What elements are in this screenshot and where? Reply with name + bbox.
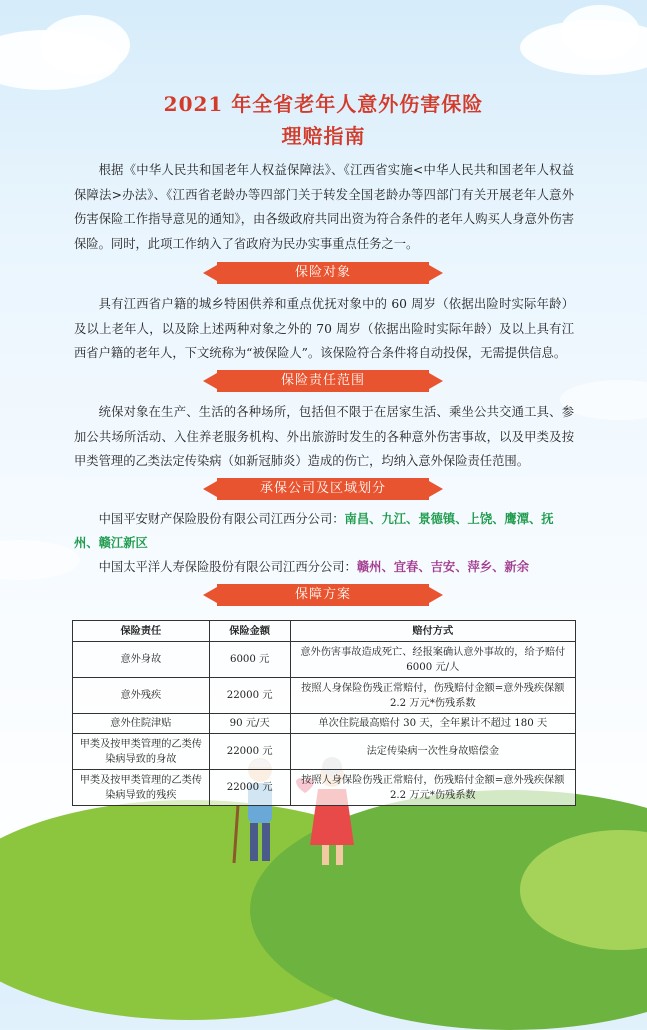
column-header: 赔付方式 xyxy=(290,621,575,642)
table-row xyxy=(73,642,576,678)
woman-legs xyxy=(336,845,343,865)
table-cell: 按照人身保险伤残正常赔付，伤残赔付金额=意外残疾保额 2.2 万元*伤残系数 xyxy=(290,770,575,806)
man-legs xyxy=(250,823,258,861)
section-heading-insurers: 承保公司及区域划分 xyxy=(217,478,429,500)
insurer-pingan-regions: 南昌、九江、景德镇、上饶、鹰潭、抚 xyxy=(344,511,554,526)
plan-table xyxy=(72,620,576,806)
section-heading-scope: 保险责任范围 xyxy=(217,370,429,392)
table-row xyxy=(73,714,576,734)
insurer-cpic-name: 中国太平洋人寿保险股份有限公司江西分公司： xyxy=(98,560,357,574)
table-cell: 22000 元 xyxy=(209,770,290,806)
scope-paragraph xyxy=(74,400,574,474)
table-cell: 意外住院津贴 xyxy=(73,714,210,734)
table-cell: 6000 元 xyxy=(209,642,290,678)
section-heading-insured: 保险对象 xyxy=(217,262,429,284)
table-cell: 单次住院最高赔付 30 天，全年累计不超过 180 天 xyxy=(290,714,575,734)
man-legs xyxy=(262,823,270,861)
table-cell: 法定传染病一次性身故赔偿金 xyxy=(290,734,575,770)
table-cell: 甲类及按甲类管理的乙类传染病导致的身故 xyxy=(73,734,210,770)
table-header-row xyxy=(73,621,576,642)
table-cell: 22000 元 xyxy=(209,678,290,714)
cloud-decoration xyxy=(40,15,130,75)
insurer-cpic-regions: 赣州、宜春、吉安、萍乡、新余 xyxy=(356,559,530,574)
table-cell: 22000 元 xyxy=(209,734,290,770)
table-row xyxy=(73,734,576,770)
table-cell: 意外身故 xyxy=(73,642,210,678)
column-header: 保险责任 xyxy=(73,621,210,642)
table-cell: 意外伤害事故造成死亡、经报案确认意外事故的，给予赔付 6000 元/人 xyxy=(290,642,575,678)
page-subtitle: 理赔指南 xyxy=(281,124,366,148)
insured-text: 具有江西省户籍的城乡特困供养和重点优抚对象中的 60 周岁（依据出险时实际年龄）及以上老年人，以及除上述两种对象之外的 70 周岁（依据出险时实际年龄）及以上具有江西省户籍的老年人，下文统称为“被保险人”。该保险符合条件将自动投保，无需提供信息。 xyxy=(74,297,574,360)
insurer-cpic xyxy=(74,555,574,579)
table-cell: 意外残疾 xyxy=(73,678,210,714)
table-cell: 90 元/天 xyxy=(209,714,290,734)
insured-paragraph xyxy=(74,292,574,366)
table-row xyxy=(73,678,576,714)
insurer-pingan-cont xyxy=(74,531,574,555)
page-title: 2021 年全省老年人意外伤害保险 xyxy=(163,92,484,116)
table-cell: 按照人身保险伤残正常赔付，伤残赔付金额=意外残疾保额 2.2 万元*伤残系数 xyxy=(290,678,575,714)
column-header: 保险金额 xyxy=(209,621,290,642)
cloud-decoration xyxy=(560,5,640,60)
table-row xyxy=(73,770,576,806)
scope-text: 统保对象在生产、生活的各种场所，包括但不限于在居家生活、乘坐公共交通工具、参加公共场所活动、入住养老服务机构、外出旅游时发生的各种意外伤害事故，以及甲类及按甲类管理的乙类法定传染病（如新冠肺炎）造成的伤亡，均纳入意外保险责任范围。 xyxy=(74,405,574,468)
insurer-pingan xyxy=(74,507,574,531)
intro-text: 根据《中华人民共和国老年人权益保障法》、《江西省实施<中华人民共和国老年人权益保障法>办法》、《江西省老龄办等四部门关于转发全国老龄办等四部门有关开展老年人意外伤害保险工作指导意见的通知》，由各级政府共同出资为符合条件的老年人购买人身意外伤害保险。同时，此项工作纳入了省政府为民办实事重点任务之一。 xyxy=(74,163,574,251)
table-cell: 甲类及按甲类管理的乙类传染病导致的残疾 xyxy=(73,770,210,806)
insurer-pingan-name: 中国平安财产保险股份有限公司江西分公司： xyxy=(98,512,345,526)
section-heading-plan: 保障方案 xyxy=(217,584,429,606)
cloud-decoration xyxy=(0,540,80,580)
intro-paragraph xyxy=(74,158,574,256)
woman-legs xyxy=(322,845,329,865)
insurer-pingan-regions-cont: 州、赣江新区 xyxy=(74,535,148,550)
man-cane xyxy=(234,805,238,863)
